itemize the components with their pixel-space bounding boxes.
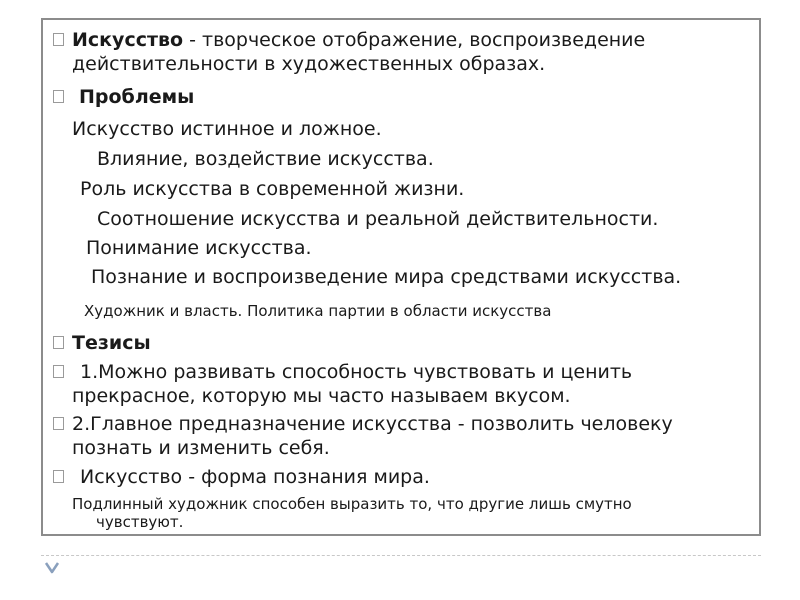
problem-item: Понимание искусства.: [86, 237, 312, 259]
problem-item: Искусство истинное и ложное.: [72, 118, 382, 140]
bullet-icon: [53, 336, 64, 349]
definition-text: - творческое отображение, воспроизведение: [183, 29, 646, 51]
thesis-3: Искусство - форма познания мира.: [80, 466, 430, 488]
slide-content-box: [41, 18, 761, 536]
problems-heading: Проблемы: [79, 86, 195, 108]
definition-line-2: действительности в художественных образах.: [72, 53, 546, 75]
thesis-2-line-1: 2.Главное предназначение искусства - позволить человеку: [72, 413, 673, 435]
problem-item: Влияние, воздействие искусства.: [97, 148, 434, 170]
next-arrow-icon[interactable]: [44, 561, 60, 575]
bullet-icon: [53, 365, 64, 378]
bullet-icon: [53, 33, 64, 46]
quote-line-1: Подлинный художник способен выразить то, что другие лишь смутно: [72, 495, 632, 513]
footer-divider: [41, 555, 761, 556]
bullet-icon: [53, 90, 64, 103]
quote-line-2: чувствуют.: [96, 513, 184, 531]
problem-item: Познание и воспроизведение мира средствами искусства.: [91, 266, 682, 288]
thesis-1-line-1: 1.Можно развивать способность чувствовать и ценить: [80, 361, 633, 383]
bullet-icon: [53, 470, 64, 483]
definition-term: Искусство: [72, 29, 184, 51]
problem-item: Соотношение искусства и реальной действительности.: [97, 208, 659, 230]
bullet-icon: [53, 417, 64, 430]
thesis-2-line-2: познать и изменить себя.: [72, 437, 330, 459]
definition-line-1: [72, 28, 645, 52]
theses-heading: Тезисы: [72, 332, 151, 354]
thesis-1-line-2: прекрасное, которую мы часто называем вкусом.: [72, 385, 571, 407]
problem-item: Художник и власть. Политика партии в области искусства: [84, 302, 552, 320]
problem-item: Роль искусства в современной жизни.: [80, 178, 465, 200]
